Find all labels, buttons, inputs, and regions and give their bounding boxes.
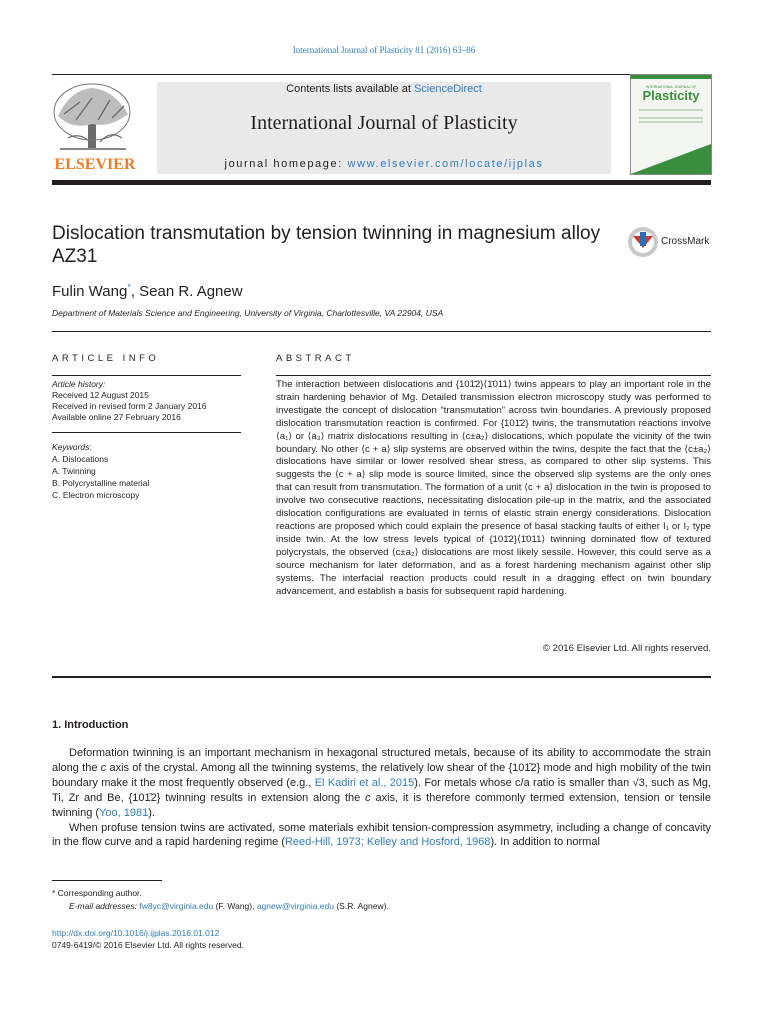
affiliation: Department of Materials Science and Engineering, University of Virginia, Charlottesville, VA 22904, USA: [52, 308, 444, 318]
abstract-copyright: © 2016 Elsevier Ltd. All rights reserved.: [542, 643, 711, 654]
history-item: Received in revised form 2 January 2016: [52, 401, 207, 411]
keyword-item: B. Polycrystalline material: [52, 478, 150, 488]
keyword-item: A. Twinning: [52, 466, 96, 476]
corresponding-author-mark[interactable]: *: [127, 282, 131, 292]
crossmark-badge[interactable]: [627, 226, 717, 258]
divider: [52, 331, 711, 332]
author-name[interactable]: Sean R. Agnew: [139, 283, 243, 300]
text-run: ).: [148, 806, 155, 819]
history-label: Article history:: [52, 379, 106, 389]
issn-line: 0749-6419/© 2016 Elsevier Ltd. All rights reserved.: [52, 940, 244, 950]
homepage-prefix: journal homepage:: [224, 158, 348, 170]
sciencedirect-link[interactable]: ScienceDirect: [413, 83, 482, 95]
homepage-link[interactable]: www.elsevier.com/locate/ijplas: [347, 158, 544, 170]
text-run: c: [100, 761, 107, 774]
cover-line: [639, 109, 703, 111]
text-run: c: [365, 791, 371, 804]
abstract-heading: ABSTRACT: [276, 353, 355, 364]
history-item: Received 12 August 2015: [52, 390, 149, 400]
text-run: ). In addition to normal: [490, 836, 600, 849]
cover-subtitle: INTERNATIONAL JOURNAL OF: [645, 85, 697, 89]
text-run: When profuse tension twins are activated, some materials exhibit tension-compression asymmetry, including a change of concavity in the flow curve and a rapid hardening regime (: [52, 821, 711, 849]
keyword-item: C. Electron microscopy: [52, 490, 140, 500]
citation-link[interactable]: El Kadiri et al., 2015: [314, 776, 415, 789]
contents-prefix: Contents lists available at: [286, 83, 414, 95]
text-run: Deformation twinning is an important mechanism in hexagonal structured metals, because of its ability to accommodate the strain along the: [52, 747, 711, 774]
email-link[interactable]: fw8yc@virginia.edu: [139, 901, 214, 911]
text-run: ). For metals whose c/a ratio is smaller than √3, such as Mg, Ti, Zr and Be, {101̄2} twinning results in extension along the: [52, 776, 711, 804]
top-rule: [52, 74, 711, 75]
cover-line: [639, 121, 703, 123]
cover-diagonal: [631, 144, 711, 174]
journal-cover-thumbnail[interactable]: [630, 74, 712, 175]
text-run: axis of the crystal. Among all the twinning systems, the relatively low shear of the {101̄2} mode and high mobility of the twin boundary make it the most frequently observed (e.g.,: [52, 761, 711, 789]
corresponding-author-note: * Corresponding author.: [52, 888, 142, 898]
cover-line: [639, 117, 703, 119]
keyword-item: A. Dislocations: [52, 454, 109, 464]
header-thick-rule: [52, 180, 711, 185]
email-link[interactable]: agnew@virginia.edu: [256, 901, 334, 911]
history-item: Available online 27 February 2016: [52, 412, 181, 422]
journal-reference-link[interactable]: International Journal of Plasticity 81 (2016) 63–86: [292, 45, 476, 55]
article-info-heading: ARTICLE INFO: [52, 353, 160, 364]
keywords-label: Keywords:: [52, 442, 92, 452]
crossmark-label: CrossMark: [661, 236, 710, 247]
authors: [52, 282, 243, 300]
journal-title: International Journal of Plasticity: [250, 112, 518, 134]
email-owner: (F. Wang),: [213, 901, 257, 911]
email-owner: (S.R. Agnew).: [333, 901, 389, 911]
divider: [52, 432, 241, 433]
intro-paragraph: [52, 746, 711, 821]
elsevier-wordmark: ELSEVIER: [54, 156, 136, 173]
email-label: E-mail addresses:: [69, 901, 140, 911]
divider: [276, 375, 711, 376]
footnote-rule: [52, 880, 162, 881]
author-name[interactable]: Fulin Wang: [52, 283, 128, 300]
text-run: axis, it is therefore commonly termed extension, tension or tensile twinning (: [52, 791, 711, 819]
cover-top-bar: [631, 75, 711, 79]
intro-paragraph: [52, 821, 711, 851]
crossmark-icon: [627, 226, 659, 258]
doi-block: [52, 927, 244, 951]
contents-line: [157, 83, 611, 95]
homepage-line: [157, 158, 611, 170]
abstract-text: The interaction between dislocations and {101̄2}⟨1̄011⟩ twins appears to play an important role in the strain hardening behavior of Mg. Detailed transmission electron microscopy study was performed to investigate the concept of dislocation “transmutation” across twin boundaries. A previously proposed dislocation transmutation reaction is confirmed. For {101̄2} twins, the transmutation reactions involve ⟨a₁⟩ or ⟨a₃⟩ matrix dislocations resulting in ⟨c±a₂⟩ dislocations, which populate the vicinity of the twin boundary. No other ⟨c + a⟩ slip systems are observed within the twins, despite the fact that the ⟨c±a₂⟩ dislocations have similar or lower resolved shear stress, as compared to other slip systems. This suggests the ⟨c + a⟩ slip mode is source limited, since the observed slip systems are the only ones that can result from transmutation. The formation of a unit ⟨c + a⟩ dislocation in the twin is proposed to involve two consecutive reactions, necessitating dislocation pile-up in the matrix, and the associated dislocation configurations are evaluated in terms of elastic strain energy considerations. Dislocation reactions are proposed which could explain the presence of basal stacking faults of either I₁ or I₂ type inside twin. At the low stress levels typical of {101̄2}⟨1̄011⟩ twinning dominated flow of textured polycrystals, the observed ⟨c±a₂⟩ dislocations are most likely sessile. However, this could serve as a source mechanism for later deformation, and as a forest hardening mechanism against other slip systems. The interfacial reaction products could result in a dragging effect on twin boundary advancement, and establish a basis for subsequent rapid hardening.: [276, 379, 711, 597]
citation-link[interactable]: Yoo, 1981: [99, 806, 149, 819]
intro-body: [52, 746, 711, 850]
divider: [52, 676, 711, 678]
keywords: [52, 441, 149, 501]
article-title: Dislocation transmutation by tension twinning in magnesium alloy AZ31: [52, 223, 601, 267]
divider: [52, 375, 241, 376]
footnotes: [52, 887, 389, 913]
doi-link[interactable]: http://dx.doi.org/10.1016/j.ijplas.2016.01.012: [52, 928, 220, 938]
author-separator: ,: [130, 283, 140, 300]
article-history: [52, 379, 207, 423]
elsevier-logo[interactable]: [50, 80, 140, 176]
email-note: [52, 900, 389, 913]
section-heading: 1. Introduction: [52, 719, 129, 731]
citation-link[interactable]: Reed-Hill, 1973; Kelley and Hosford, 1968: [284, 836, 491, 849]
cover-title: Plasticity: [642, 88, 700, 103]
